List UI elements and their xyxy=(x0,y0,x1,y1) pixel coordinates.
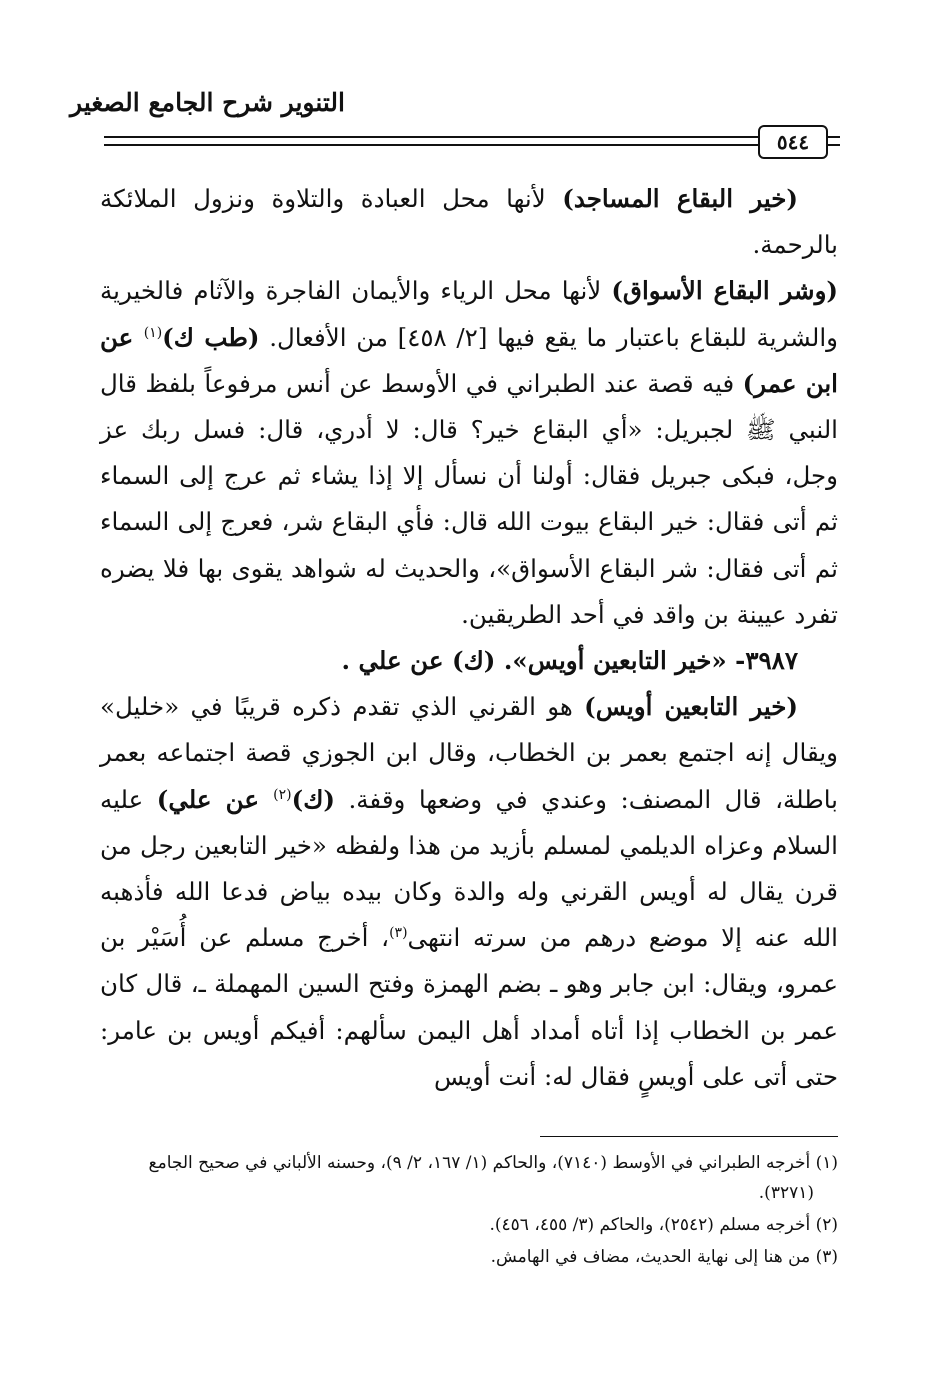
footnote-item: (١) أخرجه الطبراني في الأوسط (٧١٤٠)، والحاكم (١/ ١٦٧، ٢/ ٩)، وحسنه الألباني في صحيح الجامع (٣٢٧١). xyxy=(148,1153,838,1203)
commentary-text: لأنها محل العبادة والتلاوة ونزول الملائكة بالرحمة. xyxy=(100,184,838,260)
paragraph-2 xyxy=(100,268,838,638)
commentary-text: هو القرني الذي تقدم ذكره قريبًا في «خليل» ويقال إنه اجتمع بعمر بن الخطاب، وقال ابن الجوزي قصة اجتماعه بعمر باطلة، قال المصنف: وعندي في وضعها وقفة. xyxy=(100,692,839,814)
hadith-heading xyxy=(100,638,838,684)
commentary-text: لأنها محل الرياء والأيمان الفاجرة والآثام فالخيرية والشرية للبقاع باعتبار ما يقع فيها [٢/ ٤٥٨] من الأفعال. xyxy=(100,276,838,352)
matn-phrase: (خير البقاع المساجد) xyxy=(562,184,799,213)
footnote-separator xyxy=(540,1136,838,1137)
source-abbreviation: (طب ك) xyxy=(162,322,260,352)
page-number-rule-tail xyxy=(826,136,840,146)
page-number: ٥٤٤ xyxy=(758,125,828,159)
footnotes xyxy=(100,1148,838,1274)
header-double-rule xyxy=(104,136,758,146)
source-abbreviation: (ك) xyxy=(291,784,336,814)
narrator-phrase: عن علي) xyxy=(156,784,274,814)
matn-phrase: (وشر البقاع الأسواق) xyxy=(611,276,838,306)
commentary-text: عليه السلام وعزاه الديلمي لمسلم بأزيد من هذا ولفظه «خير التابعين رجل من قرن يقال له أويس القرني وله والدة وكان بيده بياض فدعا الله فأذهبه الله عنه إلا موضع درهم من سرته انتهى xyxy=(100,784,838,953)
footnote-marker: (١) xyxy=(143,324,163,341)
hadith-number: ٣٩٨٧- xyxy=(726,646,798,676)
running-header-title: التنوير شرح الجامع الصغير xyxy=(70,88,345,117)
paragraph-4 xyxy=(100,684,838,1100)
footnote-item: (٣) من هنا إلى نهاية الحديث، مضاف في الهامش. xyxy=(490,1247,838,1267)
footnote-marker: (٢) xyxy=(273,786,292,803)
commentary-text: ، أخرج مسلم عن أُسَيْر بن عمرو، ويقال: ابن جابر وهو ـ بضم الهمزة وفتح السين المهملة ـ، قال كان عمر بن الخطاب إذا أتاه أمداد أهل اليمن سألهم: أفيكم أويس بن عامر: حتى أتى على أويسٍ فقال له: أنت أويس xyxy=(100,923,838,1091)
commentary-text: فيه قصة عند الطبراني في الأوسط عن أنس مرفوعاً بلفظ قال النبي ﷺ لجبريل: «أي البقاع خير؟ قال: لا أدري، قال: فسل ربك عز وجل، فبكى جبريل فقال: أولنا أن نسأل إلا إذا يشاء ثم عرج إلى السماء ثم أتى فقال: خير البقاع بيوت الله قال: فأي البقاع شر، فعرج إلى السماء ثم أتى فقال: شر البقاع الأسواق»، والحديث له شواهد يقوى بها فلا يضره تفرد عيينة بن واقد في أحد الطريقين. xyxy=(100,368,838,629)
hadith-text: «خير التابعين أويس». (ك) عن علي . xyxy=(341,646,727,676)
narrator-phrase: عن ابن عمر) xyxy=(100,322,838,398)
main-text xyxy=(100,176,838,1100)
matn-phrase: (خير التابعين أويس) xyxy=(584,692,798,722)
paragraph-1 xyxy=(100,176,838,268)
footnote-marker: (٣) xyxy=(389,925,408,942)
footnote-item: (٢) أخرجه مسلم (٢٥٤٢)، والحاكم (٣/ ٤٥٥، ٤٥٦). xyxy=(489,1215,838,1235)
